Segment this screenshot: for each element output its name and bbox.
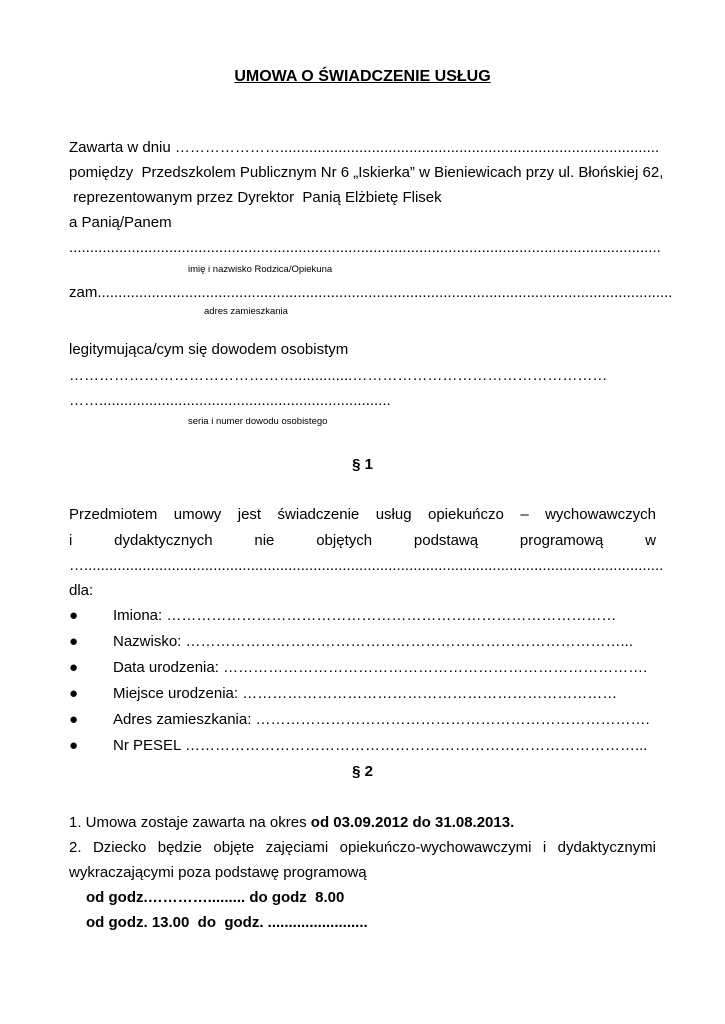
party-preschool-line: pomiędzy Przedszkolem Publicznym Nr 6 „Iskierka” w Bieniewicach przy ul. Błońskiej 62, <box>69 164 664 181</box>
bullet-icon: ● <box>69 659 79 676</box>
id-field-line2: ……...................................................................... <box>69 392 391 409</box>
hours-morning-line: od godz.…………......... do godz 8.00 <box>86 889 345 906</box>
document-title: UMOWA O ŚWIADCZENIE USŁUG <box>234 68 491 85</box>
child-data-label: dla: <box>69 582 94 599</box>
section-1-paragraph-line3: …........................................................................................................................................... <box>69 557 664 574</box>
section-2-paragraph-line1: 2. Dziecko będzie objęte zajęciami opiekuńczo-wychowawczymi i dydaktycznymi <box>69 839 656 856</box>
section-1-heading: § 1 <box>352 456 373 473</box>
bullet-icon: ● <box>69 737 79 754</box>
list-item: ● Nazwisko: ……………………………………………………………………………... <box>69 633 634 650</box>
contract-date-line: Zawarta w dniu …………………........................................................................................... <box>69 139 660 156</box>
hours-afternoon-line: od godz. 13.00 do godz. ........................ <box>86 914 368 931</box>
address-field: zam.......................................................................................................................................... <box>69 284 673 301</box>
list-item: ● Data urodzenia: …………………………………………………………………………. <box>69 659 648 676</box>
represented-by-line: reprezentowanym przez Dyrektor Panią Elżbietę Flisek <box>69 189 442 206</box>
id-document-label: legitymująca/cym się dowodem osobistym <box>69 341 349 358</box>
section-1-paragraph-line1: Przedmiotem umowy jest świadczenie usług opiekuńczo – wychowawczych <box>69 506 656 523</box>
list-item: ● Adres zamieszkania: ……………………………………………………………………. <box>69 711 650 728</box>
bullet-icon: ● <box>69 685 79 702</box>
list-item: ● Miejsce urodzenia: ………………………………………………………………… <box>69 685 618 702</box>
list-item: ● Nr PESEL ………………………………………………………………………………... <box>69 737 648 754</box>
parent-name-caption: imię i nazwisko Rodzica/Opiekuna <box>188 264 333 275</box>
bullet-icon: ● <box>69 711 79 728</box>
bullet-icon: ● <box>69 633 79 650</box>
section-1-paragraph-line2: i dydaktycznych nie objętych podstawą programową w <box>69 532 656 549</box>
id-field-line1: ………………………………………..............…………………………………………… <box>69 367 608 384</box>
id-caption: seria i numer dowodu osobistego <box>188 416 328 427</box>
section-2-heading: § 2 <box>352 763 373 780</box>
address-caption: adres zamieszkania <box>204 306 288 317</box>
party-parent-label: a Panią/Panem <box>69 214 172 231</box>
bullet-icon: ● <box>69 607 79 624</box>
contract-period-line: 1. Umowa zostaje zawarta na okres od 03.09.2012 do 31.08.2013. <box>69 814 515 831</box>
section-2-paragraph-line2: wykraczającymi poza podstawę programową <box>69 864 367 881</box>
parent-name-field: .............................................................................................................................................. <box>69 239 661 256</box>
list-item: ● Imiona: ……………………………………………………………………………… <box>69 607 617 624</box>
